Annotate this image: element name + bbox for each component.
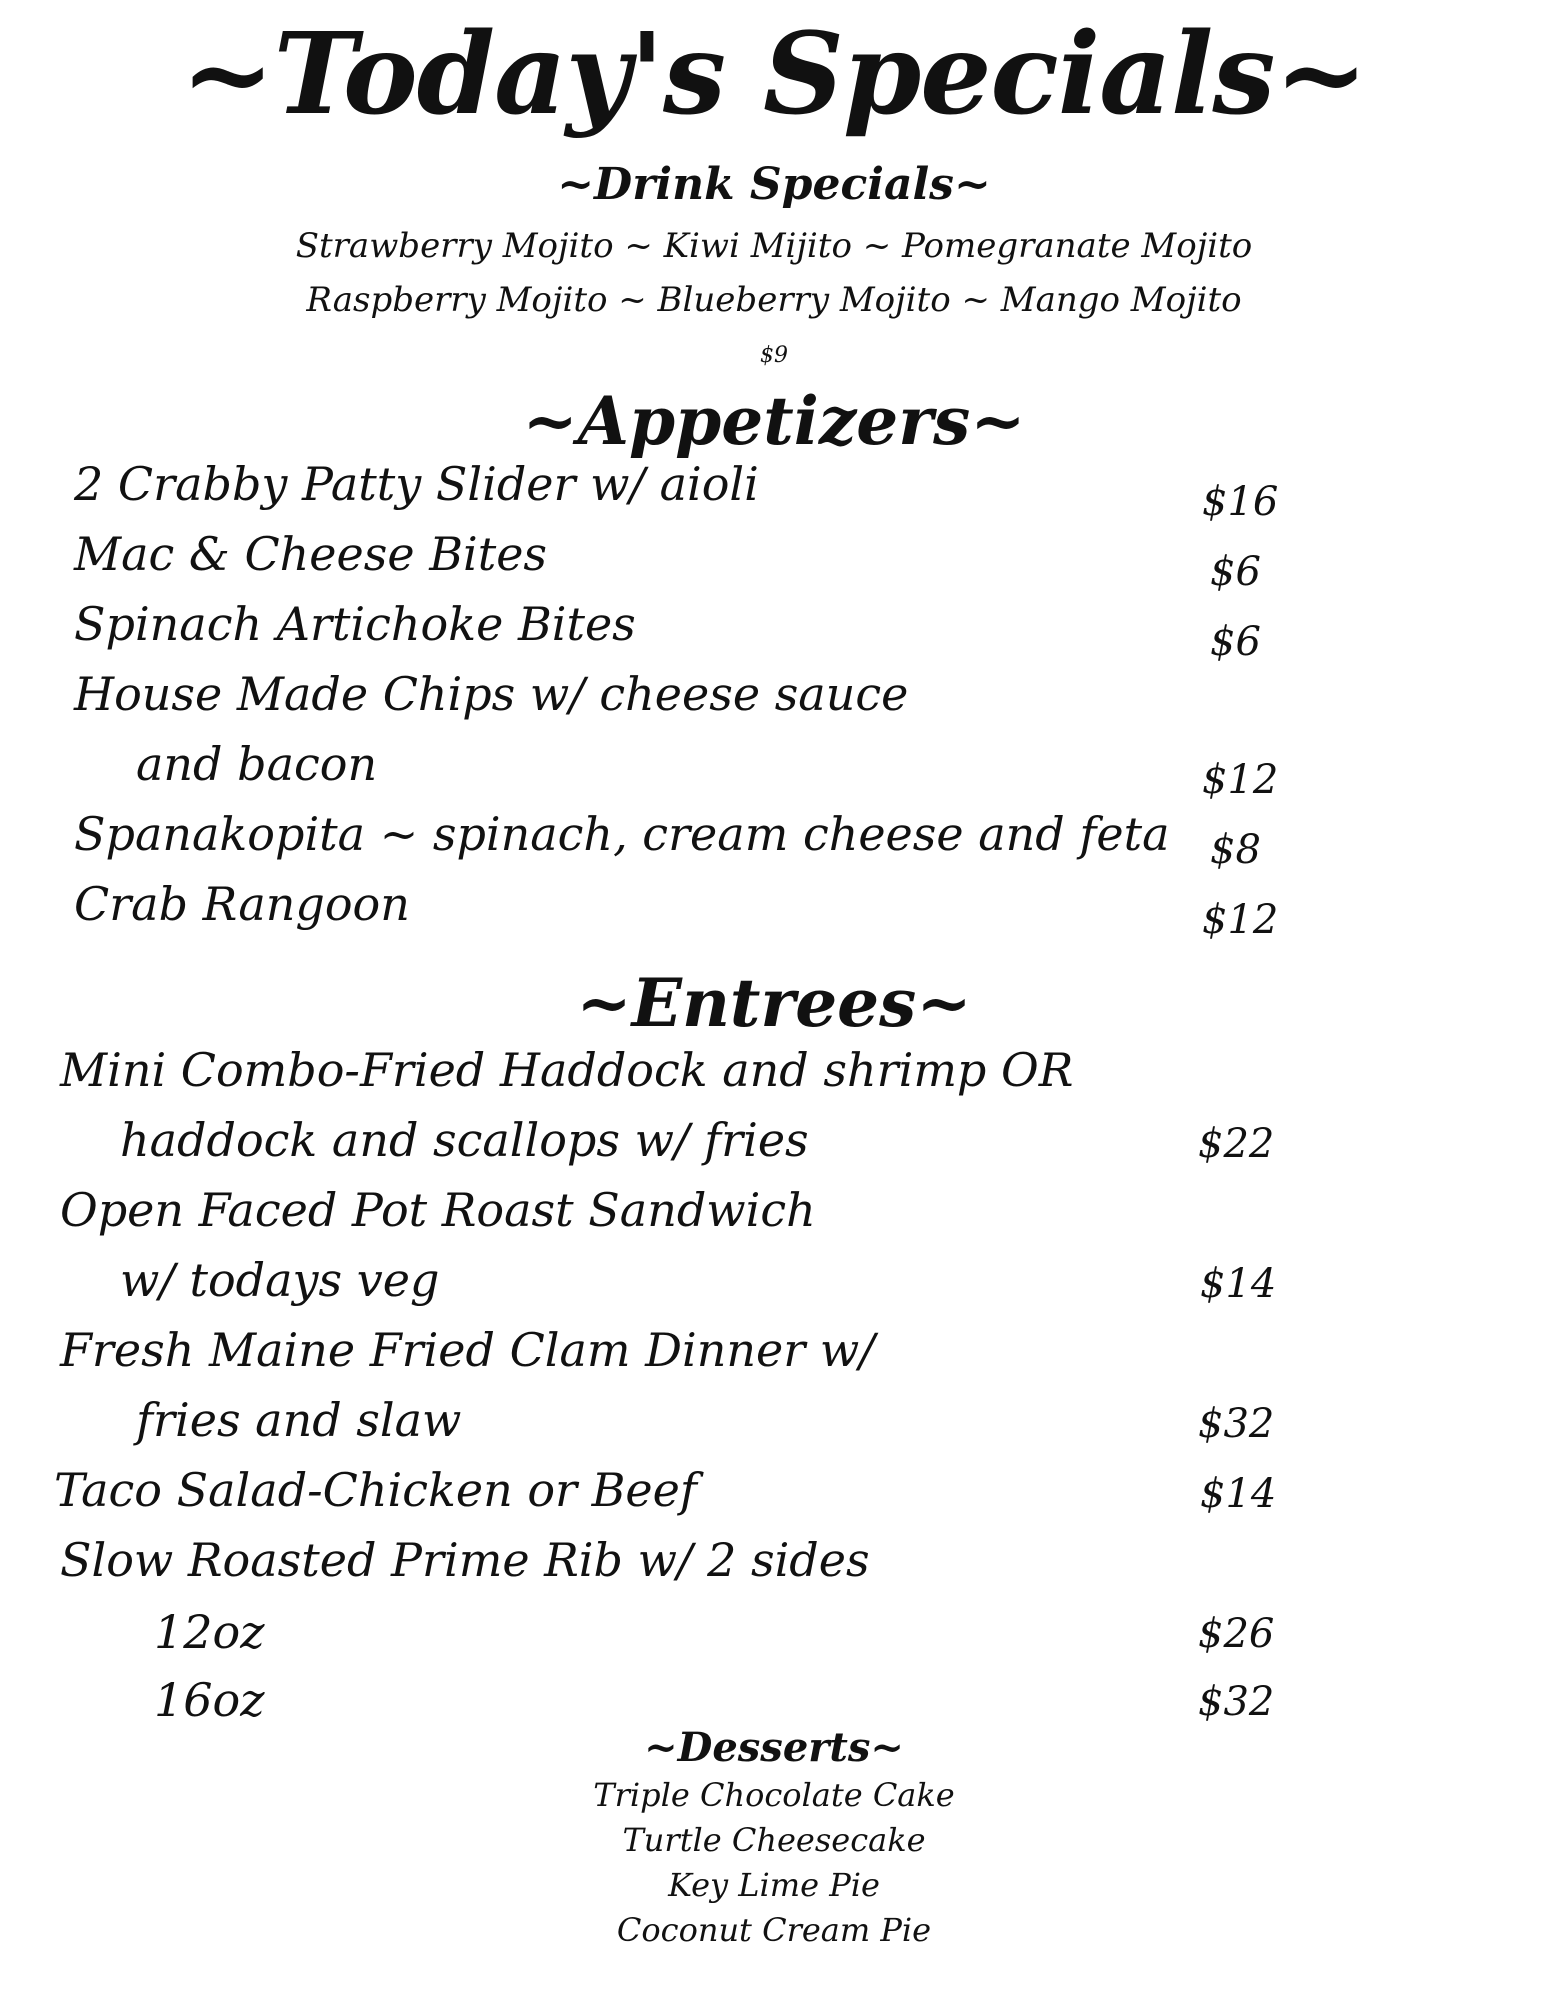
page-title: ~Today's Specials~ (180, 9, 1368, 140)
entree-option-price: $32 (1198, 1679, 1275, 1725)
entree-item-name: Mini Combo-Fried Haddock and shrimp OR (60, 1043, 1074, 1097)
desserts-heading: ~Desserts~ (644, 1724, 904, 1771)
entree-item-price: $32 (1198, 1401, 1275, 1447)
dessert-item: Coconut Cream Pie (616, 1911, 932, 1949)
dessert-item: Triple Chocolate Cake (593, 1776, 955, 1814)
appetizer-item-name-continuation: and bacon (136, 737, 378, 791)
entree-option-price: $26 (1198, 1611, 1275, 1657)
drink-specials-line: Raspberry Mojito ~ Blueberry Mojito ~ Mango Mojito (306, 280, 1242, 320)
entree-item-name: Taco Salad-Chicken or Beef (54, 1463, 697, 1517)
entree-item-price: $14 (1200, 1261, 1277, 1307)
entree-item-name: Slow Roasted Prime Rib w/ 2 sides (60, 1533, 870, 1587)
appetizer-item-name: Crab Rangoon (74, 877, 410, 931)
appetizer-item-price: $6 (1210, 619, 1261, 665)
appetizer-item-price: $12 (1202, 897, 1279, 943)
drink-specials-line: Strawberry Mojito ~ Kiwi Mijito ~ Pomegranate Mojito (295, 226, 1253, 266)
dessert-item: Turtle Cheesecake (622, 1821, 926, 1859)
appetizer-item-name: 2 Crabby Patty Slider w/ aioli (74, 457, 759, 511)
appetizer-item-name: Mac & Cheese Bites (74, 527, 548, 581)
entree-option-size: 12oz (154, 1605, 265, 1659)
entree-item-name: Open Faced Pot Roast Sandwich (60, 1183, 816, 1237)
drink-specials-heading: ~Drink Specials~ (557, 159, 991, 210)
entree-item-price: $22 (1198, 1121, 1275, 1167)
entree-item-name-continuation: w/ todays veg (120, 1253, 440, 1307)
entree-item-name: Fresh Maine Fried Clam Dinner w/ (60, 1323, 875, 1377)
appetizer-item-price: $16 (1202, 479, 1279, 525)
appetizer-item-name: Spanakopita ~ spinach, cream cheese and feta (74, 807, 1170, 861)
entree-option-size: 16oz (154, 1673, 265, 1727)
entree-item-name-continuation: fries and slaw (136, 1393, 462, 1447)
entree-item-name-continuation: haddock and scallops w/ fries (120, 1113, 809, 1167)
entrees-heading: ~Entrees~ (576, 964, 972, 1042)
appetizer-item-price: $12 (1202, 757, 1279, 803)
appetizer-item-name: House Made Chips w/ cheese sauce (74, 667, 909, 721)
dessert-item: Key Lime Pie (668, 1866, 880, 1904)
appetizer-item-price: $8 (1210, 827, 1261, 873)
entree-item-price: $14 (1200, 1471, 1277, 1517)
appetizer-item-name: Spinach Artichoke Bites (74, 597, 636, 651)
appetizer-item-price: $6 (1210, 549, 1261, 595)
appetizers-heading: ~Appetizers~ (522, 382, 1026, 460)
drink-specials-price: $9 (760, 343, 788, 368)
